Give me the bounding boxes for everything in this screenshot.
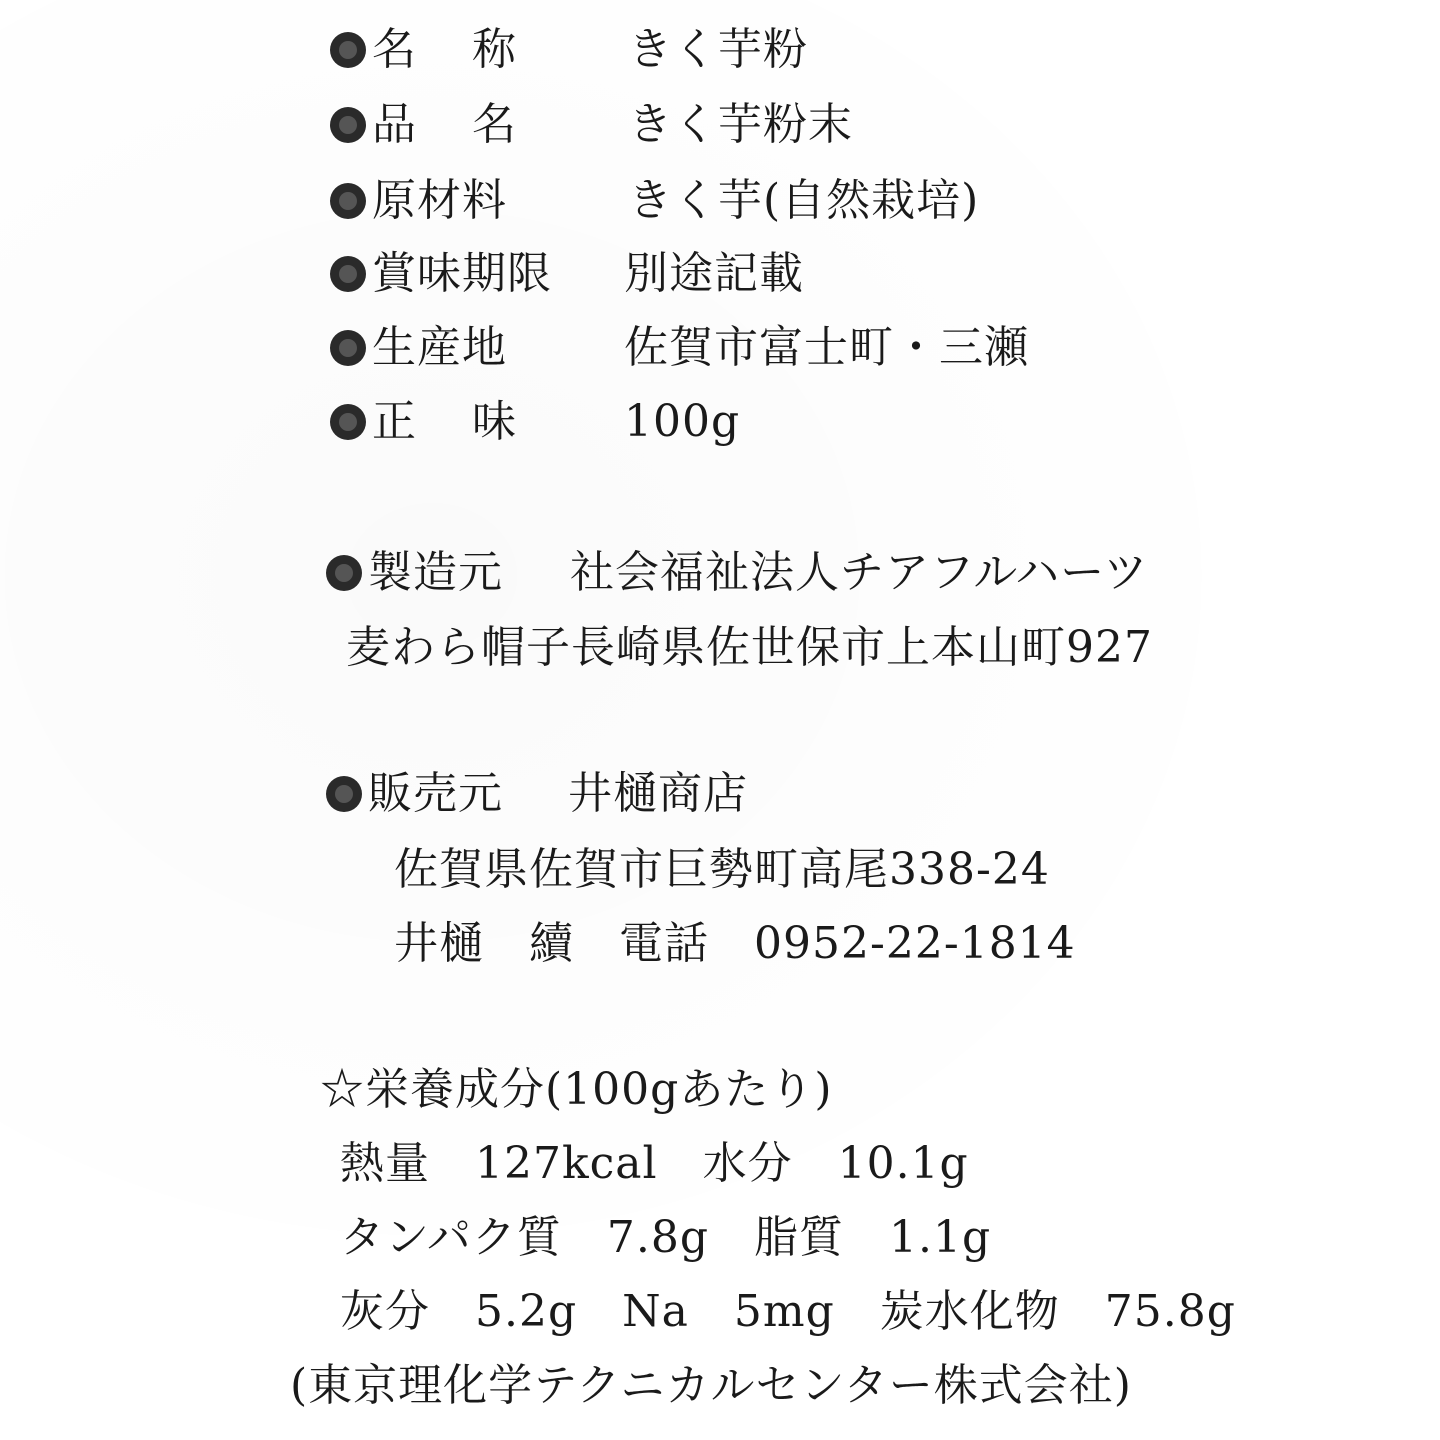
spec-row-origin: [330, 320, 507, 376]
nutrition-row: タンパク質 7.8g 脂質 1.1g: [340, 1212, 992, 1263]
bullet-icon: [330, 107, 366, 143]
spec-row-best-before: [330, 246, 552, 302]
manufacturer-name: 社会福祉法人チアフルハーツ: [570, 547, 1149, 598]
spec-row-ingredients: [330, 173, 507, 229]
spec-row-net-weight: [330, 394, 572, 450]
spec-label: 正味: [372, 396, 572, 447]
spec-value: きく芋粉: [628, 24, 808, 75]
nutrition-row: 灰分 5.2g Na 5mg 炭水化物 75.8g: [340, 1286, 1236, 1337]
nutrition-row: 熱量 127kcal 水分 10.1g: [340, 1138, 969, 1189]
nutrition-heading: ☆栄養成分(100gあたり): [320, 1064, 833, 1115]
spec-label: 賞味期限: [372, 248, 552, 299]
spec-row-name: [330, 22, 572, 78]
spec-label: 品名: [372, 99, 572, 150]
bullet-icon: [330, 330, 366, 366]
seller-name: 井樋商店: [568, 768, 748, 819]
bullet-icon: [330, 256, 366, 292]
seller-label: 販売元: [368, 768, 503, 819]
spec-row-product: [330, 97, 572, 153]
bullet-icon: [326, 776, 362, 812]
manufacturer-label: 製造元: [368, 547, 503, 598]
seller-contact: 井樋 續 電話 0952-22-1814: [394, 918, 1076, 969]
spec-value: 別途記載: [624, 248, 804, 299]
spec-label: 原材料: [372, 175, 507, 226]
bullet-icon: [330, 32, 366, 68]
spec-value: きく芋粉末: [628, 99, 853, 150]
spec-value: きく芋(自然栽培): [628, 175, 980, 226]
bullet-icon: [326, 555, 362, 591]
manufacturer-row: [326, 545, 503, 601]
spec-label: 生産地: [372, 322, 507, 373]
seller-row: [326, 766, 503, 822]
bullet-icon: [330, 404, 366, 440]
spec-value: 100g: [624, 396, 741, 447]
spec-value: 佐賀市富士町・三瀬: [624, 322, 1029, 373]
bullet-icon: [330, 183, 366, 219]
manufacturer-address: 麦わら帽子長崎県佐世保市上本山町927: [346, 622, 1153, 673]
nutrition-source: (東京理化学テクニカルセンター株式会社): [290, 1360, 1132, 1411]
spec-label: 名称: [372, 24, 572, 75]
seller-address: 佐賀県佐賀市巨勢町高尾338-24: [394, 844, 1050, 895]
